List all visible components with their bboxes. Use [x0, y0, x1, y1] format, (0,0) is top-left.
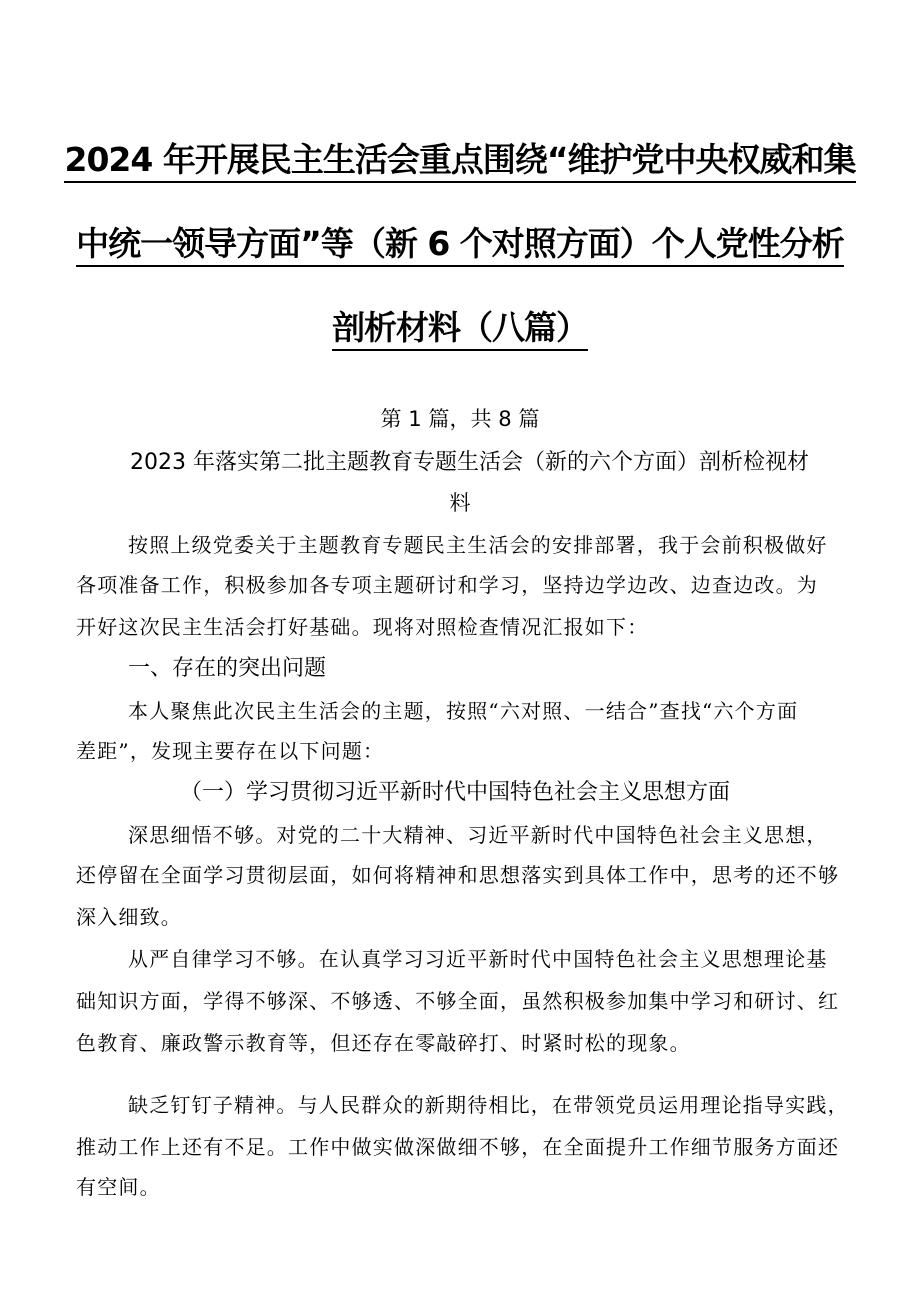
para-b-line-2: 础知识方面，学得不够深、不够透、不够全面，虽然积极参加集中学习和研讨、红: [76, 989, 840, 1013]
para-b-line-1: 从严自律学习不够。在认真学习习近平新时代中国特色社会主义思想理论基: [128, 947, 828, 971]
subtitle-line-1: 2023 年落实第二批主题教育专题生活会（新的六个方面）剖析检视材: [130, 450, 809, 475]
para-b-line-3: 色教育、廉政警示教育等，但还存在零敲碎打、时紧时松的现象。: [76, 1031, 691, 1055]
subsection-1-heading: （一）学习贯彻习近平新时代中国特色社会主义思想方面: [180, 780, 731, 805]
para-c-line-1: 缺乏钉钉子精神。与人民群众的新期待相比，在带领党员运用理论指导实践，: [128, 1093, 849, 1117]
para-c-line-2: 推动工作上还有不足。工作中做实做深做细不够，在全面提升工作细节服务方面还: [76, 1135, 840, 1159]
section-1-line-1: 本人聚焦此次民主生活会的主题，按照“六对照、一结合”查找“六个方面: [128, 699, 799, 723]
para-a-line-3: 深入细致。: [76, 905, 182, 929]
intro-line-2: 各项准备工作，积极参加各专项主题研讨和学习，坚持边学边改、边查边改。为: [76, 573, 818, 597]
document-title-line-3: 剖析材料（八篇）: [0, 308, 920, 348]
para-a-line-2: 还停留在全面学习贯彻层面，如何将精神和思想落实到具体工作中，思考的还不够: [76, 863, 840, 887]
document-title-line-1: 2024 年开展民主生活会重点围绕“维护党中央权威和集: [0, 140, 920, 180]
intro-line-1: 按照上级党委关于主题教育专题民主生活会的安排部署，我于会前积极做好: [128, 533, 828, 557]
para-c-line-3: 有空间。: [76, 1175, 161, 1199]
document-title-line-2: 中统一领导方面”等（新 6 个对照方面）个人党性分析: [0, 224, 920, 264]
intro-line-3: 开好这次民主生活会打好基础。现将对照检查情况汇报如下：: [76, 615, 649, 639]
para-a-line-1: 深思细悟不够。对党的二十大精神、习近平新时代中国特色社会主义思想，: [128, 823, 828, 847]
section-1-heading: 一、存在的突出问题: [128, 656, 327, 681]
subtitle-line-2: 料: [449, 490, 471, 515]
part-label: 第 1 篇，共 8 篇: [380, 406, 540, 431]
section-1-line-2: 差距”，发现主要存在以下问题：: [76, 739, 385, 763]
